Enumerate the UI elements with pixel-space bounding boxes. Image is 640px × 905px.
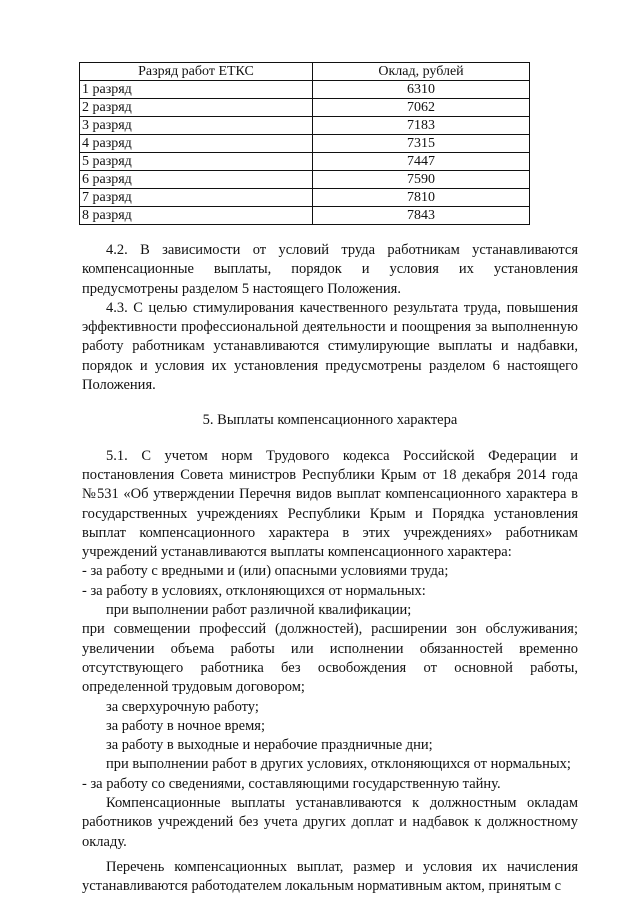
grade-cell: 7 разряд <box>80 189 313 207</box>
sub-item-night-work: за работу в ночное время; <box>106 717 265 734</box>
list-item-deviating-conditions: - за работу в условиях, отклоняющихся от нормальных: <box>82 582 426 599</box>
grade-cell: 5 разряд <box>80 153 313 171</box>
table-row <box>80 189 530 207</box>
grade-cell: 8 разряд <box>80 207 313 225</box>
salary-cell: 7183 <box>313 117 530 135</box>
table-row <box>80 81 530 99</box>
table-row <box>80 153 530 171</box>
grade-cell: 3 разряд <box>80 117 313 135</box>
salary-cell: 7843 <box>313 207 530 225</box>
grade-cell: 1 разряд <box>80 81 313 99</box>
salary-cell: 7590 <box>313 171 530 189</box>
salary-cell: 7447 <box>313 153 530 171</box>
salary-cell: 7315 <box>313 135 530 153</box>
table-row <box>80 207 530 225</box>
document-body <box>82 241 578 897</box>
section-5-heading: 5. Выплаты компенсационного характера <box>202 412 458 429</box>
salary-cell: 6310 <box>313 81 530 99</box>
paragraph-4-3: 4.3. С целью стимулирования качественного результата труда, повышения эффективности профессиональной деятельности и поощрения за выполненную работу работникам устанавливаются стимулирующие выплаты и надбавки, порядок и условия их установления предусмотрены разделом 6 настоящего Положения. <box>82 299 578 394</box>
grade-cell: 4 разряд <box>80 135 313 153</box>
table-row <box>80 135 530 153</box>
list-item-harmful-conditions: - за работу с вредными и (или) опасными условиями труда; <box>82 563 449 580</box>
grade-cell: 6 разряд <box>80 171 313 189</box>
salary-cell: 7810 <box>313 189 530 207</box>
grade-cell: 2 разряд <box>80 99 313 117</box>
paragraph-compensation: Компенсационные выплаты устанавливаются к должностным окладам работников учреждений без учета других доплат и надбавок к должностному окладу. <box>82 795 578 850</box>
column-header-salary: Оклад, рублей <box>313 63 530 81</box>
table-row <box>80 99 530 117</box>
paragraph-5-1: 5.1. С учетом норм Трудового кодекса Российской Федерации и постановления Совета министров Республики Крым от 18 декабря 2014 года №531 «Об утверждении Перечня видов выплат компенсационного характера в государственных учреждениях Республики Крым и Порядка установления выплат компенсационного характера в этих учреждениях» работникам учреждений устанавливаются выплаты компенсационного характера: <box>82 447 578 561</box>
sub-item-overtime: за сверхурочную работу; <box>106 698 259 715</box>
column-header-grade: Разряд работ ЕТКС <box>80 63 313 81</box>
paragraph-4-2: 4.2. В зависимости от условий труда работникам устанавливаются компенсационные выплаты, порядок и условия их установления предусмотрены разделом 5 настоящего Положения. <box>82 242 578 297</box>
salary-cell: 7062 <box>313 99 530 117</box>
sub-item-combining-duties: при совмещении профессий (должностей), расширении зон обслуживания; увеличении объема работы или исполнении обязанностей временно отсутствующего работника без освобождения от основной работы, определенной трудовым договором; <box>82 621 578 696</box>
table-row <box>80 117 530 135</box>
sub-item-other-conditions: при выполнении работ в других условиях, отклоняющихся от нормальных; <box>106 756 571 773</box>
salary-grade-table <box>79 62 530 225</box>
list-item-state-secret: - за работу со сведениями, составляющими государственную тайну. <box>82 775 501 792</box>
sub-item-qualification: при выполнении работ различной квалификации; <box>106 602 412 619</box>
table-header-row <box>80 63 530 81</box>
paragraph-compensation-list: Перечень компенсационных выплат, размер и условия их начисления устанавливаются работодателем локальным нормативным актом, принятым с <box>82 858 578 895</box>
sub-item-weekend-work: за работу в выходные и нерабочие праздничные дни; <box>106 737 433 754</box>
table-row <box>80 171 530 189</box>
